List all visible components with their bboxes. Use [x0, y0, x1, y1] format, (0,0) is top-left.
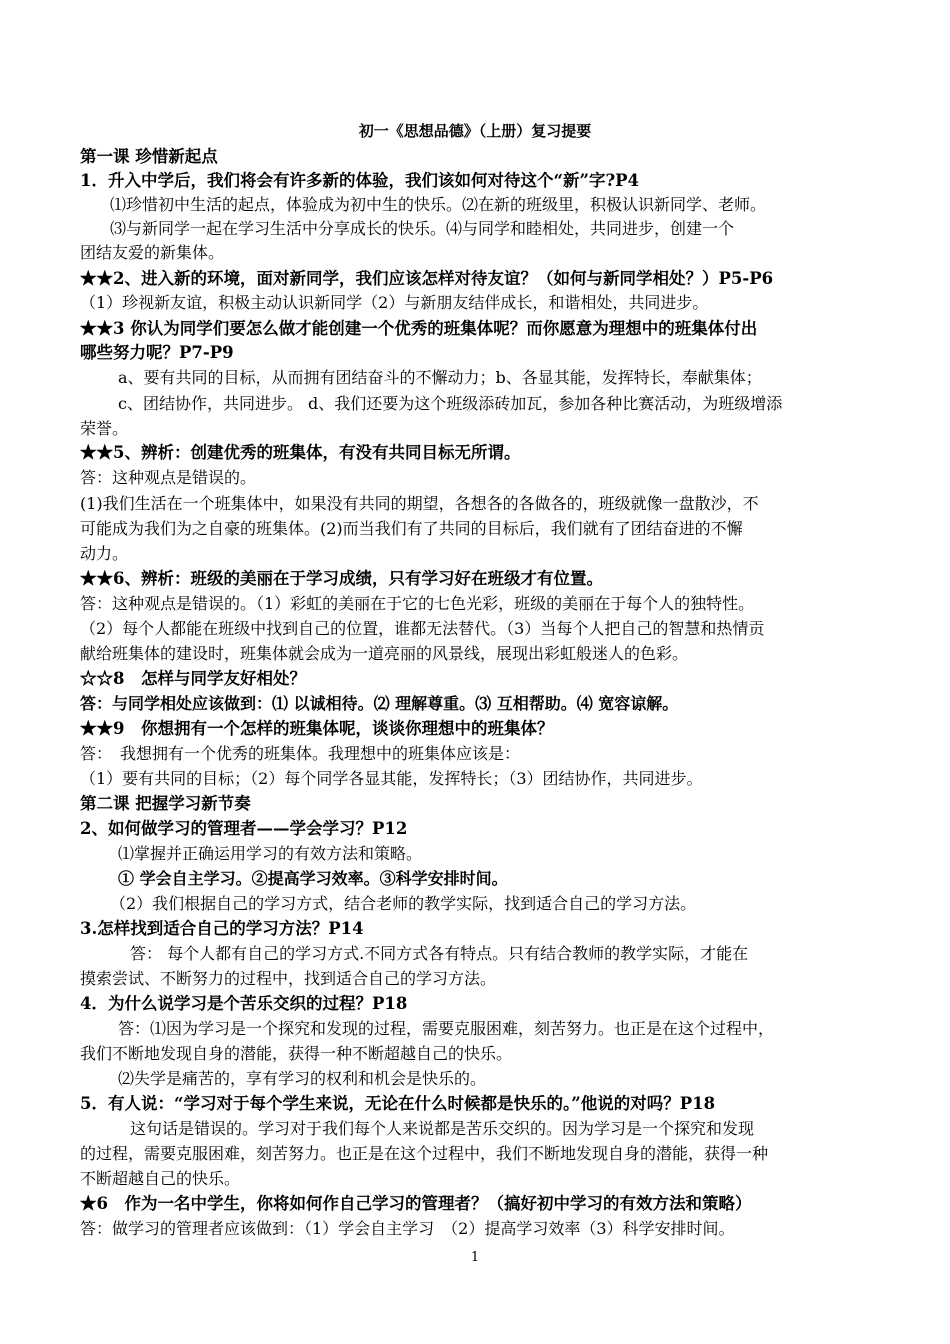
- lesson-heading: 第一课 珍惜新起点: [80, 147, 218, 166]
- answer-line: 答：与同学相处应该做到：⑴ 以诚相待。⑵ 理解尊重。⑶ 互相帮助。⑷ 宽容谅解。: [80, 694, 679, 713]
- answer-line: 摸索尝试、不断努力的过程中，找到适合自己的学习方法。: [80, 969, 497, 988]
- answer-line: ⑶与新同学一起在学习生活中分享成长的快乐。⑷与同学和睦相处，共同进步，创建一个: [110, 219, 735, 238]
- question-heading: ★★2、进入新的环境，面对新同学，我们应该怎样对待友谊？（如何与新同学相处？）P5-P6: [80, 269, 774, 288]
- answer-line: 答： 每个人都有自己的学习方式.不同方式各有特点。只有结合教师的教学实际，才能在: [130, 944, 749, 963]
- answer-line: (1)我们生活在一个班集体中，如果没有共同的期望，各想各的各做各的，班级就像一盘散沙，不: [80, 494, 759, 513]
- lesson-heading: 第二课 把握学习新节奏: [80, 794, 251, 813]
- answer-line: 的过程，需要克服困难，刻苦努力。也正是在这个过程中，我们不断地发现自身的潜能，获得一种: [80, 1144, 769, 1163]
- answer-line: （2）每个人都能在班级中找到自己的位置，谁都无法替代。（3）当每个人把自己的智慧和热情贡: [80, 619, 765, 638]
- answer-line: （1）要有共同的目标；（2）每个同学各显其能，发挥特长；（3）团结协作，共同进步。: [80, 769, 703, 788]
- answer-line: ⑵失学是痛苦的，享有学习的权利和机会是快乐的。: [118, 1069, 487, 1088]
- question-heading: 5．有人说：“学习对于每个学生来说，无论在什么时候都是快乐的。”他说的对吗？P18: [80, 1094, 716, 1113]
- answer-line: 不断超越自己的快乐。: [80, 1169, 241, 1188]
- answer-line: 荣誉。: [80, 419, 129, 438]
- question-heading: ★6 作为一名中学生，你将如何作自己学习的管理者？（搞好初中学习的有效方法和策略）: [80, 1194, 752, 1213]
- question-heading: ★★5、辨析：创建优秀的班集体，有没有共同目标无所谓。: [80, 443, 521, 462]
- question-heading: ☆☆8 怎样与同学友好相处？: [80, 669, 306, 688]
- answer-line: 献给班集体的建设时，班集体就会成为一道亮丽的风景线，展现出彩虹般迷人的色彩。: [80, 644, 689, 663]
- question-heading: 1．升入中学后，我们将会有许多新的体验，我们该如何对待这个“新”字?P4: [80, 171, 640, 190]
- answer-line: ① 学会自主学习。②提高学习效率。③科学安排时间。: [118, 869, 508, 888]
- page-number: 1: [470, 1250, 480, 1265]
- answer-line: （2）我们根据自己的学习方式，结合老师的教学实际，找到适合自己的学习方法。: [110, 894, 697, 913]
- answer-line: a、要有共同的目标，从而拥有团结奋斗的不懈动力；b、各显其能，发挥特长，奉献集体；: [118, 368, 762, 387]
- answer-line: 答：做学习的管理者应该做到：（1）学会自主学习 （2）提高学习效率（3）科学安排时间。: [80, 1219, 735, 1238]
- page-title: 初一《思想品德》（上册）复习提要: [358, 122, 592, 140]
- answer-line: 答： 我想拥有一个优秀的班集体。我理想中的班集体应该是：: [80, 744, 521, 763]
- question-heading: ★★3 你认为同学们要怎么做才能创建一个优秀的班集体呢？而你愿意为理想中的班集体付出: [80, 319, 758, 338]
- answer-line: 我们不断地发现自身的潜能，获得一种不断超越自己的快乐。: [80, 1044, 513, 1063]
- answer-line: ⑴珍惜初中生活的起点，体验成为初中生的快乐。⑵在新的班级里，积极认识新同学、老师。: [110, 195, 767, 214]
- answer-line: 动力。: [80, 544, 129, 563]
- answer-line: 可能成为我们为之自豪的班集体。(2)而当我们有了共同的目标后，我们就有了团结奋进的不懈: [80, 519, 743, 538]
- answer-line: （1）珍视新友谊，积极主动认识新同学（2）与新朋友结伴成长，和谐相处，共同进步。: [80, 293, 709, 312]
- answer-line: 答：这种观点是错误的。: [80, 468, 257, 487]
- question-heading: ★★9 你想拥有一个怎样的班集体呢，谈谈你理想中的班集体？: [80, 719, 554, 738]
- question-heading: 哪些努力呢？P7-P9: [80, 343, 234, 362]
- answer-line: 答：这种观点是错误的。（1）彩虹的美丽在于它的七色光彩，班级的美丽在于每个人的独特性。: [80, 594, 755, 613]
- question-heading: 2、如何做学习的管理者——学会学习？P12: [80, 819, 408, 838]
- answer-line: 团结友爱的新集体。: [80, 243, 225, 262]
- answer-line: 这句话是错误的。学习对于我们每个人来说都是苦乐交织的。因为学习是一个探究和发现: [130, 1119, 755, 1138]
- answer-line: 答：⑴因为学习是一个探究和发现的过程，需要克服困难，刻苦努力。也正是在这个过程中，: [118, 1019, 775, 1038]
- answer-line: ⑴掌握并正确运用学习的有效方法和策略。: [118, 844, 423, 863]
- question-heading: 3.怎样找到适合自己的学习方法？P14: [80, 919, 364, 938]
- question-heading: ★★6、辨析：班级的美丽在于学习成绩，只有学习好在班级才有位置。: [80, 569, 603, 588]
- answer-line: c、团结协作，共同进步。 d、我们还要为这个班级添砖加瓦，参加各种比赛活动，为班级增添: [118, 394, 783, 413]
- question-heading: 4．为什么说学习是个苦乐交织的过程？P18: [80, 994, 408, 1013]
